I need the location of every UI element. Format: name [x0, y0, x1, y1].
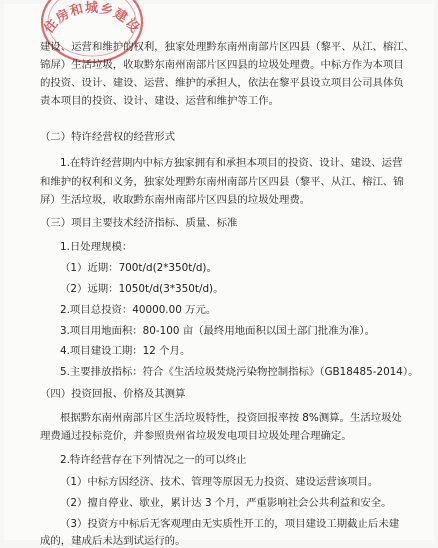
- section-heading: （二）特许经营权的经营形式: [40, 131, 176, 143]
- text-line: 的投资、设计、建设、运营、维护的承担人，依法在黎平县设立项目公司具体负: [40, 77, 404, 89]
- text-line: （2）擅自停业、歇业，累计达 3 个月，严重影响社会公共利益和安全。: [60, 497, 392, 509]
- svg-text:县住房和城乡建设局: [38, 0, 143, 36]
- text-line: 理费通过投标竞价，并参照贵州省垃圾发电项目垃圾处理合理确定。: [40, 430, 352, 442]
- text-line: 根据黔东南州南部片区生活垃圾特性，投资回报率按 8%测算。生活垃圾处: [60, 412, 402, 424]
- text-line: 1.日处理规模：: [60, 241, 133, 253]
- section-heading: （三）项目主要技术经济指标、质量、标准: [40, 217, 238, 229]
- text-line: 和维护的权利和义务，独家处理黔东南州南部片区四县（黎平、从江、榕江、锦: [40, 176, 404, 188]
- text-line: （1）近期：700t/d(2*350t/d)。: [60, 262, 217, 274]
- text-line: （1）中标方因经济、技术、管理等原因无力投资、建设运营该项目。: [60, 476, 379, 488]
- text-line: 2.项目总投资：40000.00 万元。: [60, 304, 217, 316]
- text-line: 1.在特许经营期内中标方独家拥有和承担本项目的投资、设计、建设、运营: [60, 157, 403, 169]
- text-line: 成的，建成后未达到试运行的。: [40, 535, 186, 547]
- text-line: （2）远期：1050t/d(3*350t/d)。: [60, 283, 224, 295]
- section-heading: （四）投资回报、价格及其测算: [40, 388, 186, 400]
- official-seal: [38, 0, 146, 64]
- text-line: 3.项目用地面积：80-100 亩（最终用地面积以国土部门批准为准）。: [60, 325, 375, 337]
- text-line: 2.特许经营存在下列情况之一的可以终止: [60, 454, 247, 466]
- text-line: 屏）生活垃圾，收取黔东南州南部片区四县的垃圾处理费。: [40, 194, 311, 206]
- text-line: 责本项目的投资、设计、建设、运营和维护等工作。: [40, 95, 279, 107]
- text-line: （3）投资方中标后无客观理由无实质性开工的，项目建设工期截止后未建: [60, 518, 400, 530]
- seal-text: 住房和城乡建设: [41, 1, 143, 37]
- text-line: 锦屏）生活垃圾，收取黔东南州南部片区四县的垃圾处理费。中标方作为本项目: [40, 59, 404, 71]
- text-line: 5.主要排放指标：符合《生活垃圾焚烧污染物控制指标》（GB18485-2014）。: [60, 366, 419, 378]
- text-line: 4.项目建设工期：12 个月。: [60, 345, 191, 357]
- text-line: 建设、运营和维护的权利，独家处理黔东南州南部片区四县（黎平、从江、榕江、: [40, 41, 415, 53]
- document-page: [4, 1, 434, 547]
